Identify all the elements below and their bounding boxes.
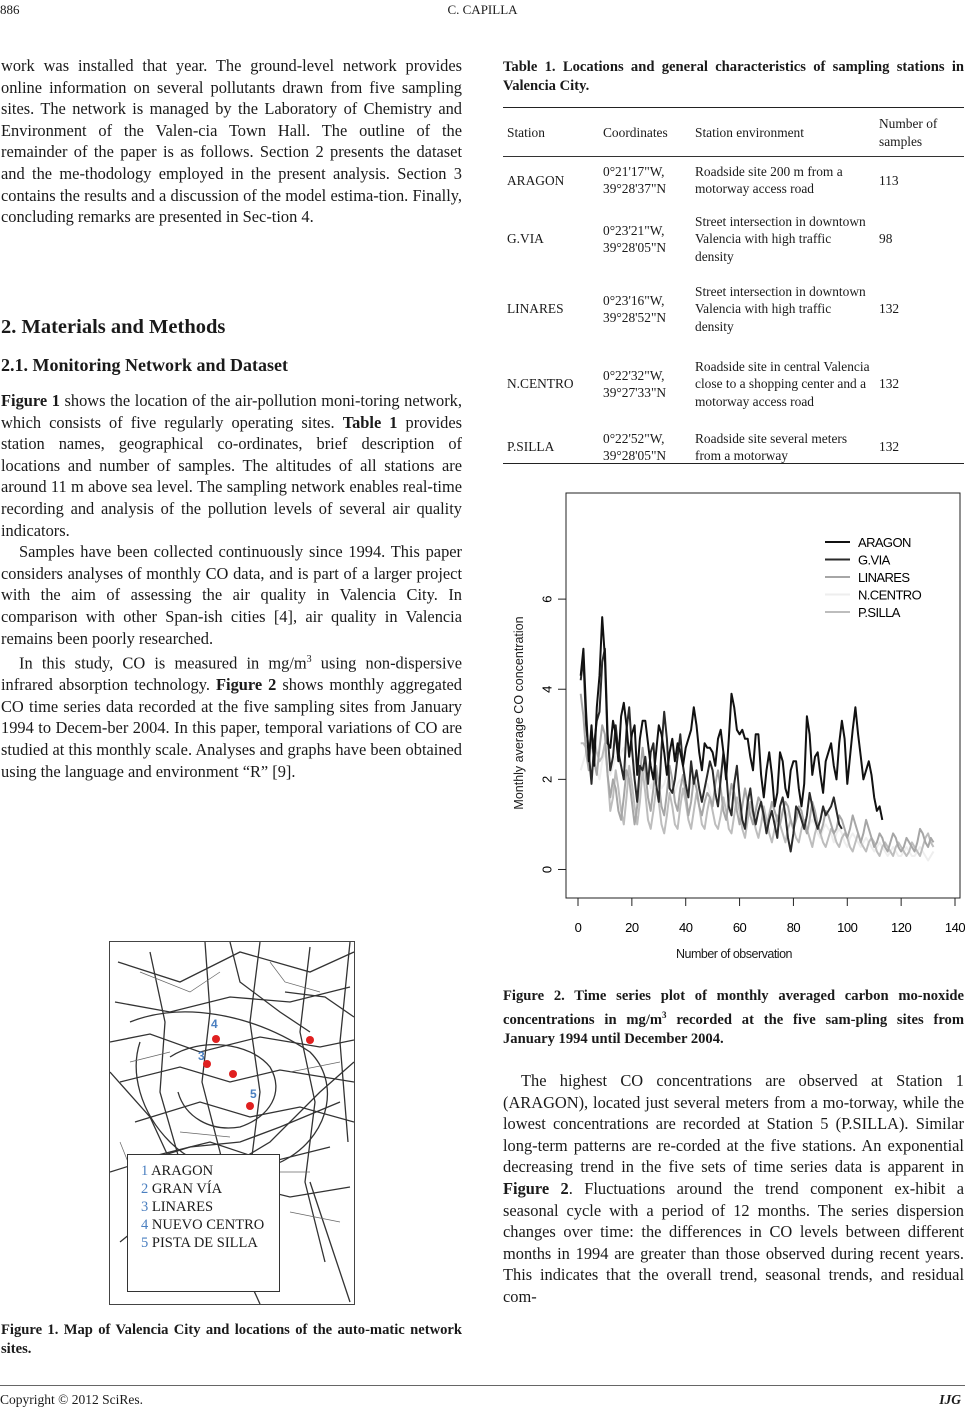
- table-top-rule: [503, 107, 964, 108]
- x-tick-label: 60: [732, 920, 747, 935]
- figure-2-chart: [503, 488, 965, 975]
- header-environment: Station environment: [695, 125, 804, 140]
- intro-paragraph: [1, 55, 462, 228]
- cell-samples: 98: [879, 231, 893, 247]
- page-number: 886: [0, 2, 20, 17]
- station-marker-4[interactable]: [212, 1035, 220, 1043]
- p1-text-a: shows the location of the air-pollution moni-toring network, which consists of five regularly operating sites.: [1, 391, 462, 432]
- legend-label: LINARES: [858, 570, 910, 585]
- chart-legend: [825, 535, 922, 620]
- figure-2-ref-2[interactable]: Figure 2: [503, 1178, 569, 1198]
- p3-text-b: using non-dispersive infrared absorption technology.: [1, 653, 462, 695]
- p3-text-c: shows monthly aggregated CO time series data recorded at the five sampling sites from January 1994 to Decem-ber 2004. In this paper, temporal variations of CO are studied at this monthly scale. Analyses and graphs have been obtained using the language and environment “R” [9].: [1, 675, 462, 781]
- x-tick-label: 140: [944, 920, 965, 935]
- cell-station: LINARES: [507, 301, 564, 317]
- cell-samples: 132: [879, 301, 900, 317]
- cell-coordinates: 0°22'52"W, 39°28'05"N: [603, 430, 667, 463]
- p3-text-a: In this study, CO is measured in mg/m: [19, 653, 307, 673]
- legend-label: ARAGON: [858, 535, 911, 550]
- legend-label: G.VIA: [858, 552, 890, 568]
- table-1: [503, 110, 964, 470]
- cell-samples: 132: [879, 439, 900, 455]
- legend-item-aragon: 1 ARAGON: [141, 1163, 214, 1179]
- x-tick-label: 20: [625, 920, 639, 935]
- x-tick-label: 120: [891, 920, 912, 935]
- intro-text: work was installed that year. The ground-level network provides online information on several pollutants drawn from five sampling sites. The network is managed by the Laboratory of Chemistry and Environment of the Valen-cia Town Hall. The outline of the remainder of the paper is as follows. Section 2 presents the dataset and the me-thodology employed in the present analysis. Section 3 contains the results and a discussion of the model estima-tion. Finally, concluding remarks are presented in Sec-tion 4.: [1, 56, 462, 227]
- y-axis-label: Monthly average CO concentration: [512, 616, 526, 810]
- series-lines: [581, 617, 934, 860]
- cell-samples: 113: [879, 172, 899, 188]
- map-label-5: 5: [250, 1087, 257, 1101]
- results-text: The highest CO concentrations are observed at Station 1 (ARAGON), located just several meters from a mo-torway, while the lowest concentrations are recorded at Station 5 (P.SILLA). Similar long-term patterns are re-corded at the five stations. An exponential decreasing trend in the five sets of time series data is apparent in Figure 2. Fluctuations around the trend component ex-hibit a seasonal cycle with a period of 12 months. The series dispersion changes over time: the differences in CO levels between different months in 1994 are greater than those observed during recent years. This indicates that the overall trend, seasonal trends, and residual com-: [503, 1071, 964, 1306]
- cell-environment: Street intersection in downtown Valencia with high traffic density: [695, 213, 866, 264]
- map-label-4: 4: [211, 1017, 218, 1031]
- cell-environment: Roadside site several meters from a motorway: [695, 430, 848, 463]
- y-tick-label: 4: [539, 685, 555, 693]
- table-bottom-rule: [503, 463, 964, 464]
- table-row: [503, 344, 964, 424]
- header-coordinates: Coordinates: [603, 125, 668, 140]
- x-tick-label: 40: [678, 920, 693, 935]
- y-tick-label: 2: [539, 775, 555, 783]
- cell-coordinates: 0°22'32"W, 39°27'33"N: [603, 367, 667, 400]
- table-1-ref[interactable]: Table 1: [342, 412, 398, 432]
- station-marker-5[interactable]: [246, 1102, 254, 1110]
- table-row: [503, 274, 964, 344]
- body-paragraphs: [1, 390, 462, 782]
- legend-label: N.CENTRO: [858, 587, 922, 603]
- footer-rule: [0, 1385, 965, 1386]
- cell-station: ARAGON: [507, 172, 565, 188]
- figure-1-map: [109, 941, 355, 1305]
- p3-sup: 3: [306, 654, 312, 666]
- table-header-row: [503, 110, 964, 156]
- legend-item-gran-via: 2 GRAN VÍA: [141, 1181, 223, 1197]
- legend-item-nuevo-centro: 4 NUEVO CENTRO: [141, 1217, 265, 1233]
- p1-text-b: provides station names, geographical co-ordinates, brief description of locations and number of samples. The altitudes of all stations are around 11 m above sea level. The sampling network enables real-time recording and analysis of the pollution levels of several air quality indicators.: [1, 412, 462, 540]
- cell-station: N.CENTRO: [507, 376, 574, 392]
- subsection-heading: 2.1. Monitoring Network and Dataset: [1, 355, 288, 375]
- header-samples: Number of samples: [879, 116, 938, 149]
- cell-environment: Roadside site 200 m from a motorway access road: [695, 163, 843, 197]
- footer-copyright: Copyright © 2012 SciRes.: [0, 1392, 144, 1407]
- cell-samples: 132: [879, 376, 900, 392]
- section-heading: 2. Materials and Methods: [1, 316, 226, 338]
- figure-2-caption: Figure 2. Time series plot of monthly averaged carbon mo-noxide concentrations in $mg/m^3$ recorded at the five sam-pling sites from January 1994 until December 2004.: [503, 988, 964, 1047]
- cell-station: G.VIA: [507, 231, 544, 247]
- map-label-3: 3: [198, 1049, 205, 1063]
- running-author: C. CAPILLA: [447, 2, 518, 17]
- station-marker-2[interactable]: [229, 1070, 237, 1078]
- table-row: [503, 156, 964, 204]
- y-tick-label: 6: [539, 595, 555, 603]
- figure-2-ref[interactable]: Figure 2: [216, 675, 277, 695]
- paragraph-measurement: [1, 649, 462, 782]
- cell-environment: Roadside site in central Valencia close to a shopping center and a motorway access road: [695, 358, 870, 409]
- cell-coordinates: 0°23'21"W, 39°28'05"N: [603, 222, 667, 255]
- y-tick-label: 0: [539, 865, 555, 874]
- cell-station: P.SILLA: [507, 439, 555, 455]
- paragraph-samples: Samples have been collected continuously since 1994. This paper considers analyses of monthly CO data, and is part of a larger project with the aim of assessing the air quality in Valencia City. In comparison with other Span-ish cities [4], air quality in Valencia remains been poorly researched.: [1, 542, 462, 648]
- figure-1-ref[interactable]: Figure 1: [1, 391, 60, 410]
- x-axis-ticks: [575, 898, 965, 935]
- map-legend: [127, 1154, 280, 1292]
- legend-item-pista-de-silla: 5 PISTA DE SILLA: [141, 1235, 258, 1251]
- results-paragraph: [503, 1070, 964, 1308]
- x-tick-label: 80: [786, 920, 801, 935]
- figure-1-caption: Figure 1. Map of Valencia City and locations of the auto-matic network sites.: [1, 1322, 462, 1357]
- paragraph-network: [1, 390, 462, 541]
- footer-journal: IJG: [939, 1392, 961, 1407]
- legend-item-linares: 3 LINARES: [141, 1199, 214, 1215]
- legend-label: P.SILLA: [858, 605, 900, 620]
- y-axis-ticks: [539, 595, 566, 873]
- table-1-caption: Table 1. Locations and general characteristics of sampling stations in Valencia City.: [503, 59, 964, 94]
- x-tick-label: 100: [837, 920, 858, 935]
- x-axis-label: Number of observation: [676, 947, 792, 961]
- cell-environment: Street intersection in downtown Valencia with high traffic density: [695, 283, 866, 334]
- station-marker-1[interactable]: [306, 1036, 314, 1044]
- cell-coordinates: 0°21'17"W, 39°28'37"N: [603, 163, 667, 197]
- table-row: [503, 204, 964, 274]
- cell-coordinates: 0°23'16"W, 39°28'52"N: [603, 292, 667, 325]
- x-tick-label: 0: [574, 920, 582, 935]
- plot-frame: [566, 493, 960, 898]
- header-station: Station: [507, 125, 545, 140]
- table-1-grid: [503, 110, 964, 470]
